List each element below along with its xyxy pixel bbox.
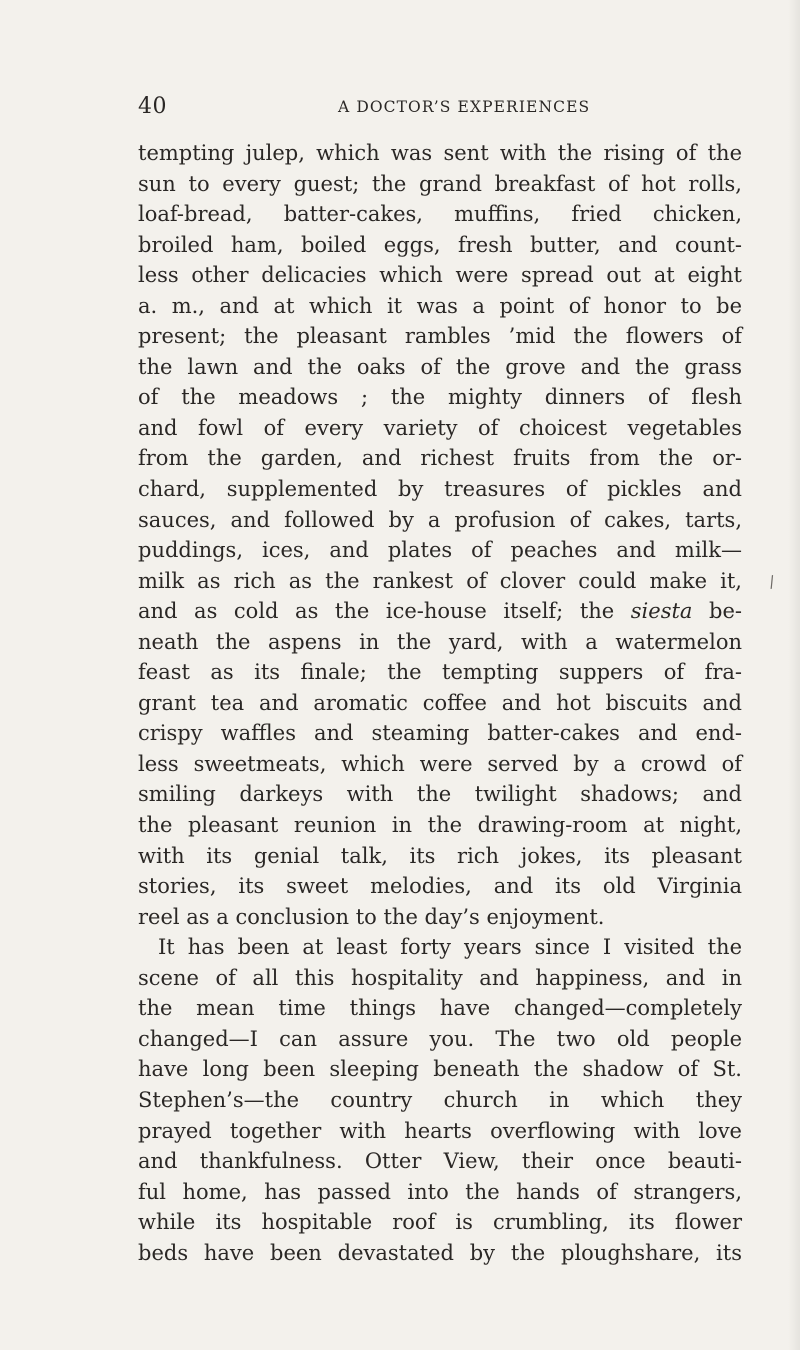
text-line: ful home, has passed into the hands of strangers, [138,1179,742,1204]
text-line: a. m., and at which it was a point of honor to be [138,293,742,318]
text-line: sauces, and followed by a profusion of cakes, tarts, [138,507,742,532]
text-line: and thankfulness. Otter View, their once beauti- [138,1149,742,1174]
text-line: scene of all this hospitality and happiness, and in [138,965,742,990]
text-line: Stephen’s—the country church in which they [138,1087,742,1112]
text-line: the pleasant reunion in the drawing-room at night, [138,813,742,838]
paragraph-start-line: It has been at least forty years since I visited the [158,935,742,960]
text-line: less sweetmeats, which were served by a crowd of [138,751,742,776]
text-line: stories, its sweet melodies, and its old Virginia [138,874,742,899]
text-line: feast as its finale; the tempting suppers of fra- [138,660,742,685]
text-line: smiling darkeys with the twilight shadows; and [138,782,742,807]
text-line: milk as rich as the rankest of clover could make it, [138,568,742,593]
margin-pencil-mark: / [767,571,777,592]
page-number: 40 [138,94,167,119]
text-line: changed—I can assure you. The two old people [138,1026,742,1051]
text-line: grant tea and aromatic coffee and hot biscuits and [138,690,742,715]
text-line: broiled ham, boiled eggs, fresh butter, and count- [138,232,742,257]
text-line: have long been sleeping beneath the shadow of St. [138,1057,742,1082]
italic-word: siesta [630,599,693,624]
text-line: and fowl of every variety of choicest vegetables [138,415,742,440]
text-line: of the meadows ; the mighty dinners of flesh [138,385,742,410]
running-title: A DOCTOR’S EXPERIENCES [338,98,591,116]
text-line: beds have been devastated by the ploughshare, its [138,1240,742,1265]
text-segment: be- [692,599,742,624]
text-line: sun to every guest; the grand breakfast of hot rolls, [138,171,742,196]
text-line: present; the pleasant rambles ’mid the flowers of [138,324,742,349]
text-line: puddings, ices, and plates of peaches and milk— [138,538,742,563]
running-head [138,92,742,122]
text-line: crispy waffles and steaming batter-cakes and end- [138,721,742,746]
text-line: while its hospitable roof is crumbling, its flower [138,1210,742,1235]
paragraph-end-line: reel as a conclusion to the day’s enjoyment. [138,904,605,929]
text-line: the lawn and the oaks of the grove and the grass [138,354,742,379]
text-line: from the garden, and richest fruits from the or- [138,446,742,471]
text-line-with-italic [138,596,742,627]
text-line: neath the aspens in the yard, with a watermelon [138,629,742,654]
text-line: tempting julep, which was sent with the rising of the [138,141,742,165]
text-line: less other delicacies which were spread out at eight [138,263,742,288]
text-line: chard, supplemented by treasures of pickles and [138,477,742,502]
text-line: the mean time things have changed—completely [138,996,742,1021]
text-line: loaf-bread, batter-cakes, muffins, fried chicken, [138,202,742,227]
text-line: prayed together with hearts overflowing with love [138,1118,742,1143]
text-line: with its genial talk, its rich jokes, its pleasant [138,843,742,868]
text-segment: and as cold as the ice-house itself; the [138,599,631,624]
body-text [138,138,742,1268]
